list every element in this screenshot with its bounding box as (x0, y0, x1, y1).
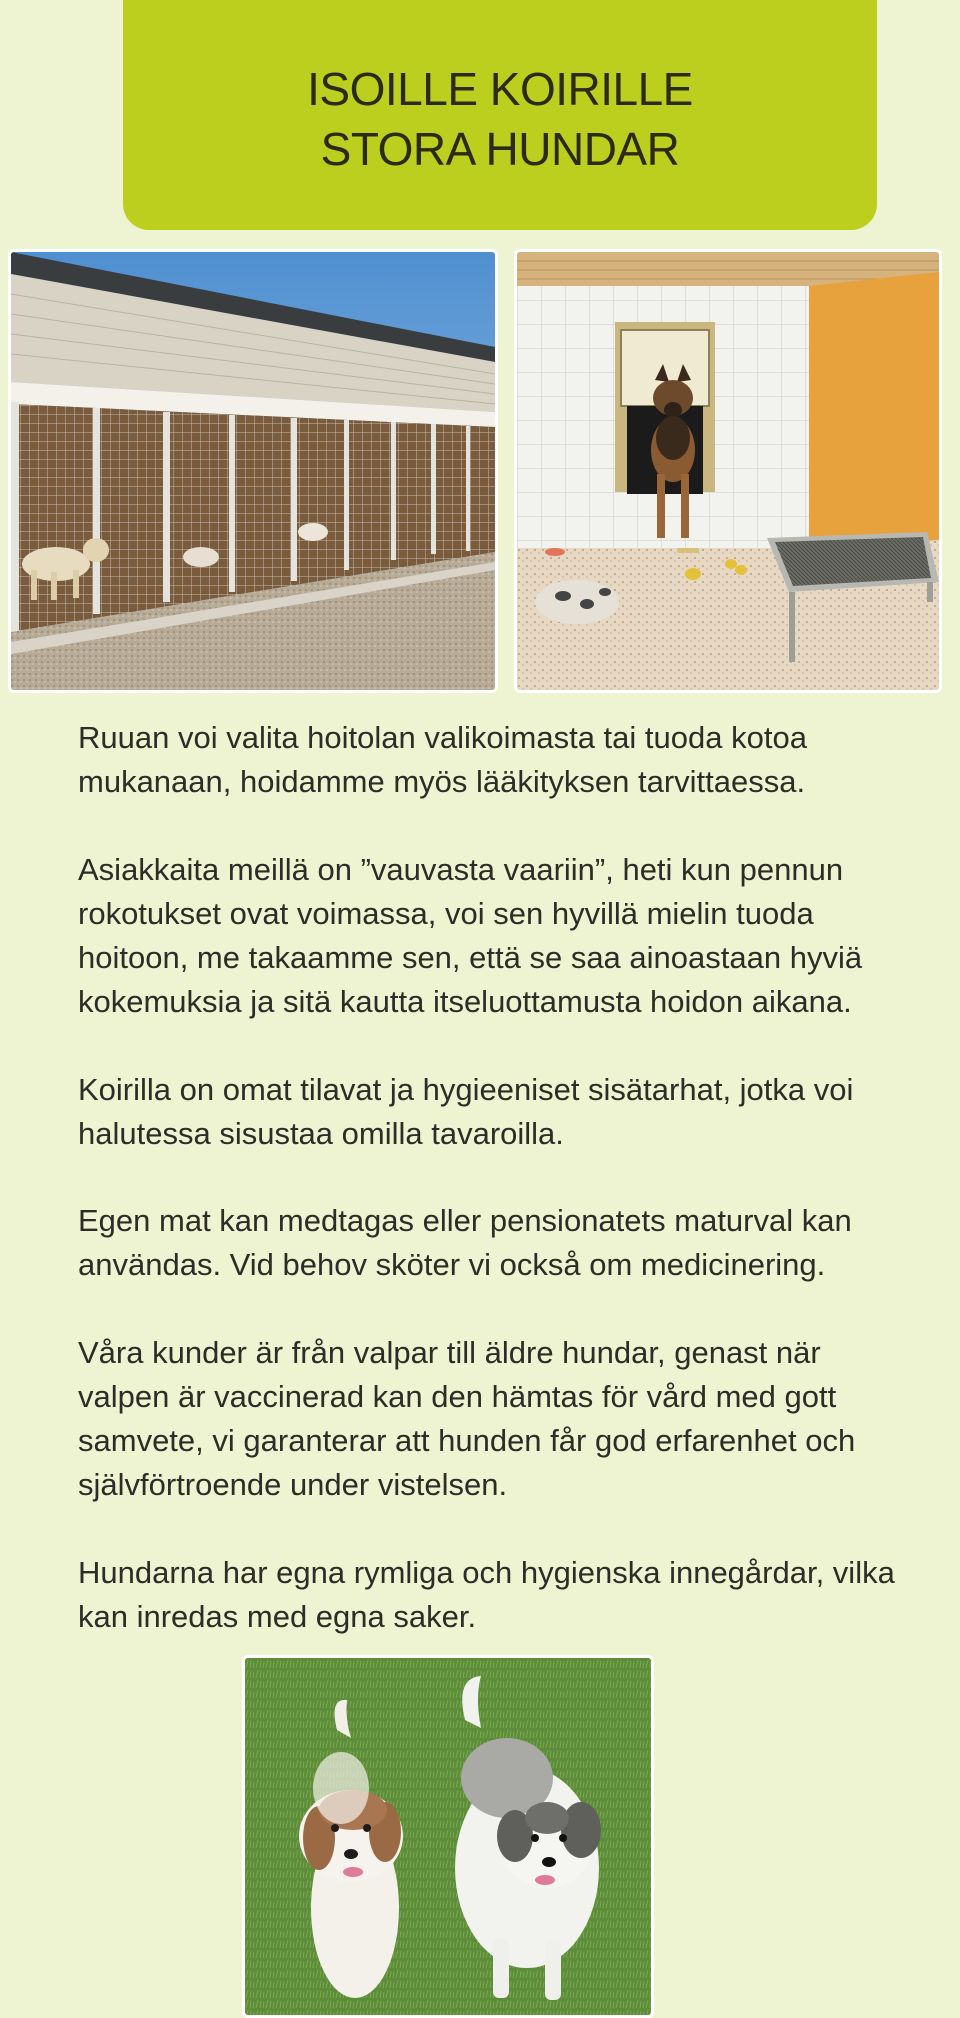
body-text-swedish-food (78, 1199, 898, 1287)
outdoor-kennel-runs-photo (8, 249, 498, 693)
page-title-swedish: STORA HUNDAR (320, 123, 680, 175)
paragraph-spaces-fi: Koirilla on omat tilavat ja hygieeniset sisätarhat, jotka voi halutessa sisustaa omilla tavaroilla. (78, 1072, 854, 1151)
paragraph-food-fi: Ruuan voi valita hoitolan valikoimasta tai tuoda kotoa mukanaan, hoidamme myös lääkityksen tarvittaessa. (78, 720, 807, 799)
body-text-finnish-spaces (78, 1068, 898, 1156)
paragraph-food-sv: Egen mat kan medtagas eller pensionatets maturval kan användas. Vid behov sköter vi också om medicinering. (78, 1203, 852, 1282)
paragraph-customers-fi: Asiakkaita meillä on ”vauvasta vaariin”, heti kun pennun rokotukset ovat voimassa, voi sen hyvillä mielin tuoda hoitoon, me takaamme sen, että se saa ainoastaan hyviä kokemuksia ja sitä kautta itseluottamusta hoidon aikana. (78, 852, 863, 1019)
indoor-dog-room-photo (514, 249, 942, 693)
page-title-finnish: ISOILLE KOIRILLE (307, 63, 693, 115)
title-banner (123, 0, 877, 230)
body-text-finnish-customers (78, 848, 898, 1024)
two-puppies-photo (242, 1655, 654, 2018)
body-text-finnish (78, 716, 898, 804)
paragraph-customers-sv: Våra kunder är från valpar till äldre hundar, genast när valpen är vaccinerad kan den hämtas för vård med gott samvete, vi garanterar att hunden får god erfarenhet och självförtroende under vistelsen. (78, 1335, 856, 1502)
body-text-swedish-customers (78, 1331, 898, 1507)
paragraph-spaces-sv: Hundarna har egna rymliga och hygienska innegårdar, vilka kan inredas med egna saker. (78, 1555, 895, 1634)
body-text-swedish-spaces (78, 1551, 898, 1639)
